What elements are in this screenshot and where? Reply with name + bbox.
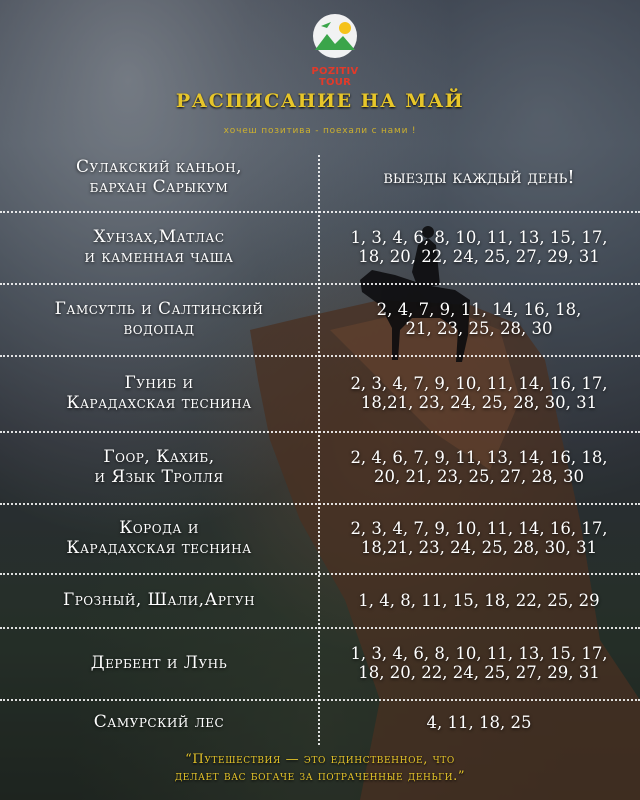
tour-name: Дербент и Лунь — [90, 653, 228, 674]
tour-dates: 1, 4, 8, 11, 15, 18, 22, 25, 29 — [358, 590, 600, 610]
tour-name: Гоор, Кахиб, и Язык Тролля — [94, 447, 224, 487]
brand-name: POZITIV TOUR — [311, 66, 359, 88]
brand-logo — [300, 12, 370, 88]
page-subtitle: хочеш позитива - поехали с нами ! — [223, 126, 417, 136]
footer-quote: “Путешествия — это единственное, что делает вас богаче за потраченные деньги.” — [174, 752, 466, 784]
tour-dates: 1, 3, 4, 6, 8, 10, 11, 13, 15, 17, 18, 20, 22, 24, 25, 27, 29, 31 — [350, 228, 608, 266]
tour-name: Самурский лес — [93, 712, 225, 733]
schedule-row — [0, 145, 640, 211]
tour-dates: 2, 4, 6, 7, 9, 11, 13, 14, 16, 18, 20, 21, 23, 25, 27, 28, 30 — [350, 448, 608, 486]
tour-name: Хунзах,Матлас и каменная чаша — [84, 227, 234, 267]
tour-dates: 2, 4, 7, 9, 11, 14, 16, 18, 21, 23, 25, 28, 30 — [376, 300, 582, 338]
tour-dates: 4, 11, 18, 25 — [426, 712, 532, 732]
page-title: РАСПИСАНИЕ НА МАЙ — [175, 90, 465, 112]
schedule-row — [0, 283, 640, 355]
tour-dates: 1, 3, 4, 6, 8, 10, 11, 13, 15, 17, 18, 20, 22, 24, 25, 27, 29, 31 — [350, 644, 608, 682]
schedule-row — [0, 627, 640, 699]
tour-name: Сулакский каньон, бархан Сарыкум — [75, 157, 242, 197]
schedule-row — [0, 431, 640, 503]
tour-dates: 2, 3, 4, 7, 9, 10, 11, 14, 16, 17, 18,21, 23, 24, 25, 28, 30, 31 — [350, 519, 608, 557]
tour-dates: выезды каждый день! — [383, 166, 575, 188]
schedule-row — [0, 211, 640, 283]
schedule-row — [0, 573, 640, 627]
tour-name: Корода и Карадахская теснина — [66, 518, 252, 558]
tour-dates: 2, 3, 4, 7, 9, 10, 11, 14, 16, 17, 18,21, 23, 24, 25, 28, 30, 31 — [350, 374, 608, 412]
tour-name: Гамсутль и Салтинский водопад — [54, 299, 264, 339]
schedule-row — [0, 699, 640, 745]
tour-name: Гуниб и Карадахская теснина — [66, 373, 252, 413]
schedule-row — [0, 503, 640, 573]
schedule-row — [0, 355, 640, 431]
tour-name: Грозный, Шали,Аргун — [62, 590, 256, 611]
schedule-table — [0, 145, 640, 745]
logo-mark-icon — [305, 12, 365, 64]
